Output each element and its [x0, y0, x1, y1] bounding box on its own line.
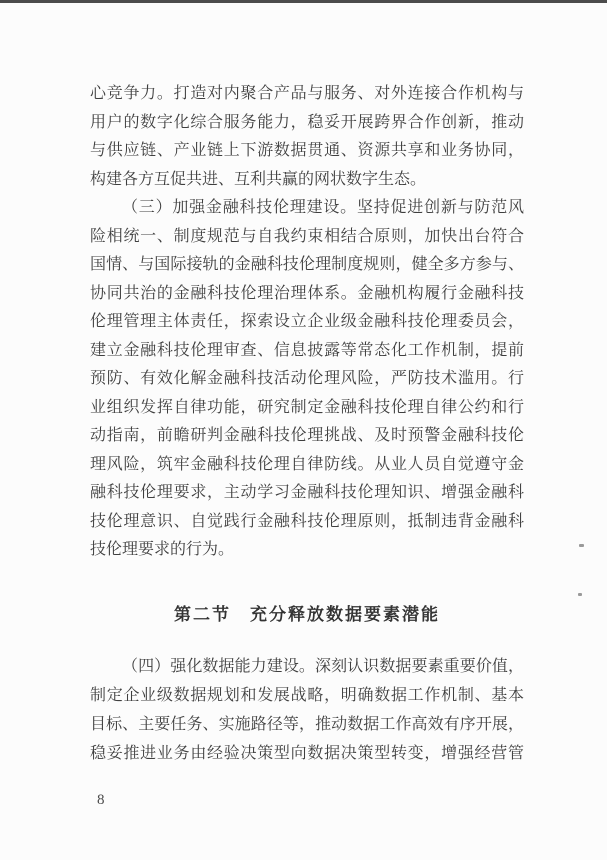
body-line: 协同共治的金融科技伦理治理体系。金融机构履行金融科技 [90, 284, 524, 302]
body-line: 理风险，筑牢金融科技伦理自律防线。从业人员自觉遵守金 [90, 455, 524, 473]
body-line: 险相统一、制度规范与自我约束相结合原则，加快出台符合 [90, 227, 524, 245]
body-line: 心竞争力。打造对内聚合产品与服务、对外连接合作机构与 [90, 85, 524, 102]
body-line: （四）强化数据能力建设。深刻认识数据要素重要价值， [122, 658, 524, 675]
body-paragraphs [90, 652, 524, 768]
scan-speck [579, 544, 584, 547]
body-line: 技伦理要求的行为。 [90, 541, 235, 558]
body-line: 制定企业级数据规划和发展战略，明确数据工作机制、基本 [90, 687, 524, 704]
body-line: 融科技伦理要求，主动学习金融科技伦理知识、增强金融科 [90, 484, 524, 501]
body-line: 稳妥推进业务由经验决策型向数据决策型转变，增强经营管 [90, 745, 524, 762]
body-line: 伦理管理主体责任，探索设立企业级金融科技伦理委员会， [90, 313, 524, 330]
body-line: 动指南，前瞻研判金融科技伦理挑战、及时预警金融科技伦 [90, 427, 524, 444]
body-line: 目标、主要任务、实施路径等，推动数据工作高效有序开展， [90, 716, 524, 733]
body-line: （三）加强金融科技伦理建设。坚持促进创新与防范风 [122, 199, 524, 216]
scan-edge-bar [0, 0, 607, 3]
body-line: 构建各方互促共进、互利共赢的网状数字生态。 [90, 170, 427, 188]
section-heading: 第二节 充分释放数据要素潜能 [174, 605, 440, 624]
body-paragraphs [90, 80, 524, 565]
page-number: 8 [97, 792, 105, 808]
body-line: 与供应链、产业链上下游数据贯通、资源共享和业务协同， [90, 142, 524, 159]
body-line: 建立金融科技伦理审查、信息披露等常态化工作机制，提前 [90, 341, 524, 359]
body-line: 预防、有效化解金融科技活动伦理风险，严防技术滥用。行 [90, 370, 524, 387]
body-line: 国情、与国际接轨的金融科技伦理制度规则，健全多方参与、 [90, 256, 524, 273]
body-line: 业组织发挥自律功能，研究制定金融科技伦理自律公约和行 [90, 398, 524, 416]
body-line: 用户的数字化综合服务能力，稳妥开展跨界合作创新，推动 [90, 113, 524, 131]
scan-speck [578, 593, 582, 596]
body-line: 技伦理意识、自觉践行金融科技伦理原则，抵制违背金融科 [90, 512, 524, 530]
